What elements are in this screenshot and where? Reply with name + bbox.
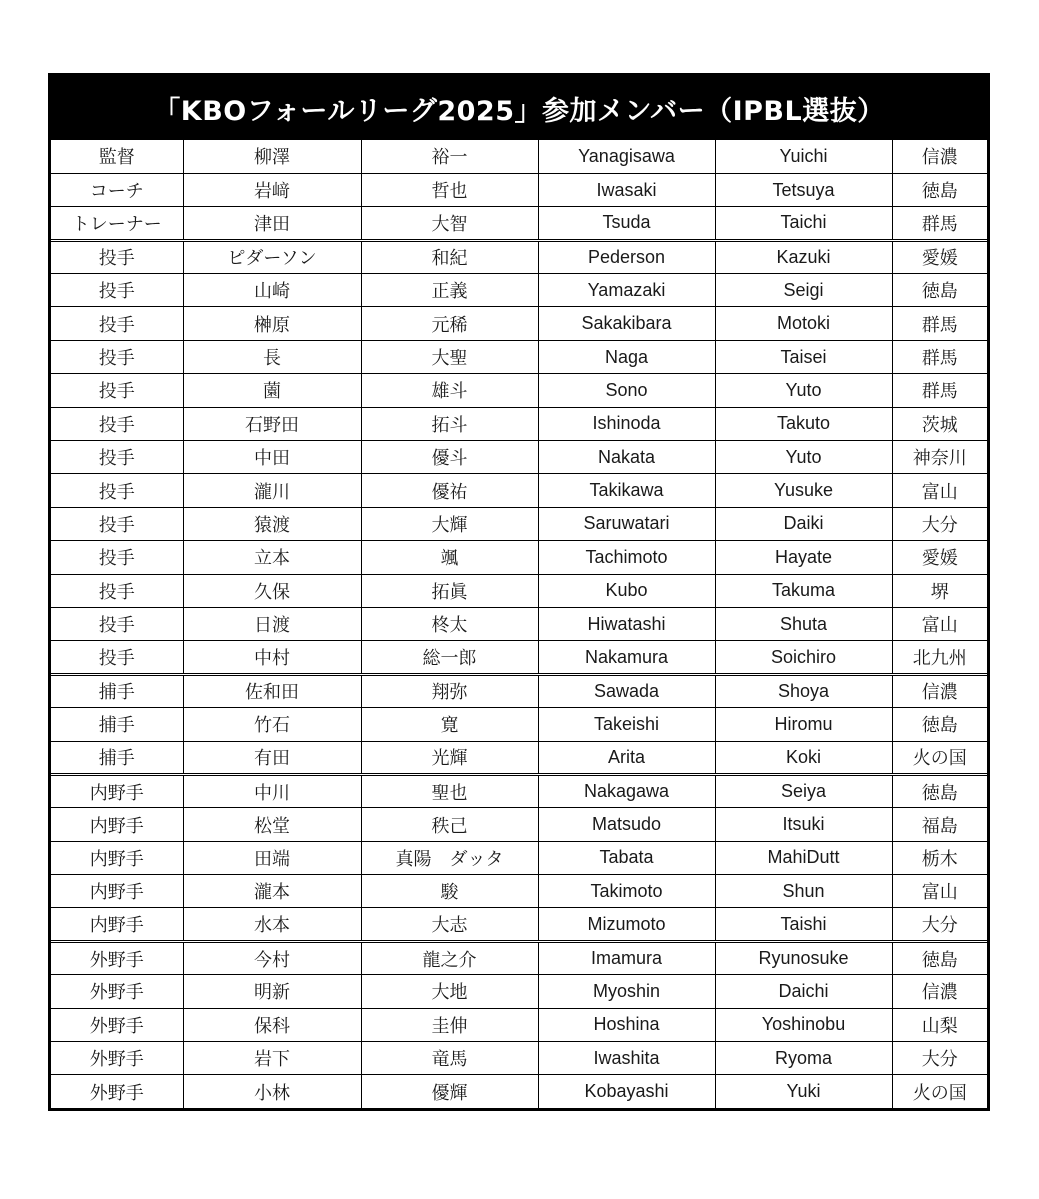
given-name-cell: 雄斗 bbox=[361, 374, 538, 407]
given-name-roman-cell: Shoya bbox=[715, 674, 892, 707]
roster-body bbox=[51, 140, 987, 1108]
role-cell: 投手 bbox=[51, 374, 183, 407]
team-cell: 徳島 bbox=[892, 941, 987, 974]
family-name-cell: 猿渡 bbox=[183, 507, 361, 540]
family-name-roman-cell: Takimoto bbox=[538, 875, 715, 908]
team-cell: 福島 bbox=[892, 808, 987, 841]
team-cell: 山梨 bbox=[892, 1008, 987, 1041]
given-name-cell: 総一郎 bbox=[361, 641, 538, 674]
family-name-roman-cell: Ishinoda bbox=[538, 407, 715, 440]
given-name-roman-cell: Taishi bbox=[715, 908, 892, 941]
family-name-cell: 中川 bbox=[183, 774, 361, 807]
given-name-roman-cell: Motoki bbox=[715, 307, 892, 340]
role-cell: 投手 bbox=[51, 307, 183, 340]
given-name-cell: 颯 bbox=[361, 541, 538, 574]
given-name-cell: 裕一 bbox=[361, 140, 538, 173]
family-name-roman-cell: Arita bbox=[538, 741, 715, 774]
role-cell: 投手 bbox=[51, 541, 183, 574]
given-name-roman-cell: Soichiro bbox=[715, 641, 892, 674]
family-name-roman-cell: Sakakibara bbox=[538, 307, 715, 340]
roster-row bbox=[51, 507, 987, 540]
roster-row bbox=[51, 474, 987, 507]
team-cell: 信濃 bbox=[892, 975, 987, 1008]
team-cell: 徳島 bbox=[892, 173, 987, 206]
team-cell: 群馬 bbox=[892, 374, 987, 407]
given-name-cell: 元稀 bbox=[361, 307, 538, 340]
family-name-roman-cell: Kubo bbox=[538, 574, 715, 607]
roster-row bbox=[51, 340, 987, 373]
role-cell: 内野手 bbox=[51, 875, 183, 908]
given-name-cell: 真陽 ダッタ bbox=[361, 841, 538, 874]
given-name-cell: 拓斗 bbox=[361, 407, 538, 440]
team-cell: 信濃 bbox=[892, 140, 987, 173]
family-name-roman-cell: Nakagawa bbox=[538, 774, 715, 807]
given-name-roman-cell: Yuto bbox=[715, 441, 892, 474]
family-name-roman-cell: Takikawa bbox=[538, 474, 715, 507]
team-cell: 大分 bbox=[892, 507, 987, 540]
role-cell: 投手 bbox=[51, 507, 183, 540]
family-name-cell: 日渡 bbox=[183, 607, 361, 640]
family-name-roman-cell: Yanagisawa bbox=[538, 140, 715, 173]
team-cell: 火の国 bbox=[892, 1075, 987, 1108]
team-cell: 神奈川 bbox=[892, 441, 987, 474]
given-name-roman-cell: Yuki bbox=[715, 1075, 892, 1108]
given-name-cell: 拓眞 bbox=[361, 574, 538, 607]
roster-row bbox=[51, 374, 987, 407]
family-name-cell: 榊原 bbox=[183, 307, 361, 340]
role-cell: 外野手 bbox=[51, 1008, 183, 1041]
given-name-cell: 竜馬 bbox=[361, 1042, 538, 1075]
role-cell: 投手 bbox=[51, 340, 183, 373]
given-name-cell: 大聖 bbox=[361, 340, 538, 373]
team-cell: 栃木 bbox=[892, 841, 987, 874]
team-cell: 北九州 bbox=[892, 641, 987, 674]
team-cell: 富山 bbox=[892, 875, 987, 908]
given-name-roman-cell: Shuta bbox=[715, 607, 892, 640]
role-cell: 捕手 bbox=[51, 674, 183, 707]
team-cell: 徳島 bbox=[892, 708, 987, 741]
given-name-cell: 光輝 bbox=[361, 741, 538, 774]
given-name-cell: 優斗 bbox=[361, 441, 538, 474]
family-name-cell: 中村 bbox=[183, 641, 361, 674]
roster-row bbox=[51, 808, 987, 841]
family-name-roman-cell: Imamura bbox=[538, 941, 715, 974]
family-name-cell: 久保 bbox=[183, 574, 361, 607]
role-cell: 外野手 bbox=[51, 1042, 183, 1075]
role-cell: 外野手 bbox=[51, 1075, 183, 1108]
family-name-roman-cell: Nakamura bbox=[538, 641, 715, 674]
given-name-roman-cell: Hiromu bbox=[715, 708, 892, 741]
given-name-roman-cell: Yoshinobu bbox=[715, 1008, 892, 1041]
team-cell: 富山 bbox=[892, 474, 987, 507]
roster-title: 「KBOフォールリーグ2025」参加メンバー（IPBL選抜） bbox=[51, 76, 987, 140]
roster-row bbox=[51, 240, 987, 273]
role-cell: 内野手 bbox=[51, 841, 183, 874]
team-cell: 徳島 bbox=[892, 774, 987, 807]
family-name-cell: 山崎 bbox=[183, 274, 361, 307]
given-name-roman-cell: Daiki bbox=[715, 507, 892, 540]
role-cell: 投手 bbox=[51, 240, 183, 273]
family-name-roman-cell: Naga bbox=[538, 340, 715, 373]
given-name-cell: 優祐 bbox=[361, 474, 538, 507]
role-cell: 捕手 bbox=[51, 741, 183, 774]
given-name-cell: 駿 bbox=[361, 875, 538, 908]
role-cell: 内野手 bbox=[51, 808, 183, 841]
given-name-roman-cell: Shun bbox=[715, 875, 892, 908]
roster-row bbox=[51, 607, 987, 640]
roster-row bbox=[51, 841, 987, 874]
family-name-cell: 瀧川 bbox=[183, 474, 361, 507]
given-name-cell: 翔弥 bbox=[361, 674, 538, 707]
family-name-cell: 竹石 bbox=[183, 708, 361, 741]
given-name-roman-cell: Ryunosuke bbox=[715, 941, 892, 974]
family-name-cell: 岩下 bbox=[183, 1042, 361, 1075]
given-name-cell: 寛 bbox=[361, 708, 538, 741]
role-cell: 投手 bbox=[51, 474, 183, 507]
roster-row bbox=[51, 207, 987, 240]
given-name-roman-cell: Yuichi bbox=[715, 140, 892, 173]
family-name-roman-cell: Takeishi bbox=[538, 708, 715, 741]
role-cell: 捕手 bbox=[51, 708, 183, 741]
family-name-roman-cell: Sono bbox=[538, 374, 715, 407]
given-name-cell: 大輝 bbox=[361, 507, 538, 540]
given-name-cell: 哲也 bbox=[361, 173, 538, 206]
given-name-roman-cell: Koki bbox=[715, 741, 892, 774]
given-name-roman-cell: Seigi bbox=[715, 274, 892, 307]
given-name-roman-cell: Hayate bbox=[715, 541, 892, 574]
roster-row bbox=[51, 441, 987, 474]
given-name-roman-cell: Taisei bbox=[715, 340, 892, 373]
team-cell: 群馬 bbox=[892, 340, 987, 373]
given-name-cell: 優輝 bbox=[361, 1075, 538, 1108]
family-name-roman-cell: Saruwatari bbox=[538, 507, 715, 540]
family-name-cell: 佐和田 bbox=[183, 674, 361, 707]
role-cell: 投手 bbox=[51, 407, 183, 440]
family-name-cell: 松堂 bbox=[183, 808, 361, 841]
family-name-roman-cell: Tsuda bbox=[538, 207, 715, 240]
roster-sheet bbox=[48, 73, 990, 1111]
roster-row bbox=[51, 708, 987, 741]
team-cell: 茨城 bbox=[892, 407, 987, 440]
family-name-roman-cell: Pederson bbox=[538, 240, 715, 273]
given-name-roman-cell: Yuto bbox=[715, 374, 892, 407]
family-name-roman-cell: Hiwatashi bbox=[538, 607, 715, 640]
role-cell: 投手 bbox=[51, 274, 183, 307]
role-cell: コーチ bbox=[51, 173, 183, 206]
family-name-cell: 田端 bbox=[183, 841, 361, 874]
given-name-cell: 和紀 bbox=[361, 240, 538, 273]
roster-row bbox=[51, 641, 987, 674]
roster-row bbox=[51, 1075, 987, 1108]
family-name-roman-cell: Mizumoto bbox=[538, 908, 715, 941]
role-cell: トレーナー bbox=[51, 207, 183, 240]
team-cell: 火の国 bbox=[892, 741, 987, 774]
family-name-cell: 水本 bbox=[183, 908, 361, 941]
roster-row bbox=[51, 908, 987, 941]
family-name-roman-cell: Iwasaki bbox=[538, 173, 715, 206]
roster-row bbox=[51, 875, 987, 908]
family-name-cell: 有田 bbox=[183, 741, 361, 774]
given-name-roman-cell: MahiDutt bbox=[715, 841, 892, 874]
given-name-cell: 大智 bbox=[361, 207, 538, 240]
roster-row bbox=[51, 674, 987, 707]
roster-row bbox=[51, 741, 987, 774]
team-cell: 徳島 bbox=[892, 274, 987, 307]
roster-row bbox=[51, 173, 987, 206]
role-cell: 内野手 bbox=[51, 908, 183, 941]
roster-row bbox=[51, 307, 987, 340]
team-cell: 堺 bbox=[892, 574, 987, 607]
given-name-cell: 龍之介 bbox=[361, 941, 538, 974]
team-cell: 大分 bbox=[892, 1042, 987, 1075]
roster-row bbox=[51, 274, 987, 307]
role-cell: 監督 bbox=[51, 140, 183, 173]
team-cell: 富山 bbox=[892, 607, 987, 640]
team-cell: 信濃 bbox=[892, 674, 987, 707]
family-name-roman-cell: Sawada bbox=[538, 674, 715, 707]
roster-table bbox=[51, 140, 987, 1108]
family-name-roman-cell: Kobayashi bbox=[538, 1075, 715, 1108]
given-name-cell: 秩己 bbox=[361, 808, 538, 841]
role-cell: 投手 bbox=[51, 441, 183, 474]
roster-row bbox=[51, 941, 987, 974]
roster-row bbox=[51, 140, 987, 173]
given-name-roman-cell: Itsuki bbox=[715, 808, 892, 841]
family-name-roman-cell: Nakata bbox=[538, 441, 715, 474]
roster-row bbox=[51, 407, 987, 440]
given-name-roman-cell: Seiya bbox=[715, 774, 892, 807]
family-name-cell: 岩﨑 bbox=[183, 173, 361, 206]
given-name-cell: 大地 bbox=[361, 975, 538, 1008]
role-cell: 投手 bbox=[51, 607, 183, 640]
given-name-roman-cell: Kazuki bbox=[715, 240, 892, 273]
given-name-roman-cell: Takuma bbox=[715, 574, 892, 607]
team-cell: 愛媛 bbox=[892, 240, 987, 273]
family-name-roman-cell: Matsudo bbox=[538, 808, 715, 841]
roster-row bbox=[51, 1008, 987, 1041]
family-name-roman-cell: Tabata bbox=[538, 841, 715, 874]
family-name-roman-cell: Myoshin bbox=[538, 975, 715, 1008]
given-name-cell: 圭伸 bbox=[361, 1008, 538, 1041]
roster-row bbox=[51, 574, 987, 607]
family-name-roman-cell: Yamazaki bbox=[538, 274, 715, 307]
given-name-roman-cell: Takuto bbox=[715, 407, 892, 440]
given-name-roman-cell: Tetsuya bbox=[715, 173, 892, 206]
role-cell: 外野手 bbox=[51, 975, 183, 1008]
family-name-cell: 小林 bbox=[183, 1075, 361, 1108]
team-cell: 大分 bbox=[892, 908, 987, 941]
given-name-roman-cell: Yusuke bbox=[715, 474, 892, 507]
roster-row bbox=[51, 1042, 987, 1075]
family-name-cell: ピダーソン bbox=[183, 240, 361, 273]
given-name-roman-cell: Daichi bbox=[715, 975, 892, 1008]
given-name-roman-cell: Ryoma bbox=[715, 1042, 892, 1075]
family-name-roman-cell: Iwashita bbox=[538, 1042, 715, 1075]
role-cell: 外野手 bbox=[51, 941, 183, 974]
family-name-roman-cell: Hoshina bbox=[538, 1008, 715, 1041]
team-cell: 群馬 bbox=[892, 207, 987, 240]
family-name-cell: 石野田 bbox=[183, 407, 361, 440]
team-cell: 愛媛 bbox=[892, 541, 987, 574]
given-name-cell: 柊太 bbox=[361, 607, 538, 640]
roster-row bbox=[51, 975, 987, 1008]
family-name-cell: 長 bbox=[183, 340, 361, 373]
roster-row bbox=[51, 541, 987, 574]
family-name-cell: 薗 bbox=[183, 374, 361, 407]
family-name-cell: 立本 bbox=[183, 541, 361, 574]
family-name-cell: 保科 bbox=[183, 1008, 361, 1041]
role-cell: 投手 bbox=[51, 574, 183, 607]
family-name-cell: 津田 bbox=[183, 207, 361, 240]
team-cell: 群馬 bbox=[892, 307, 987, 340]
given-name-cell: 正義 bbox=[361, 274, 538, 307]
given-name-cell: 大志 bbox=[361, 908, 538, 941]
given-name-roman-cell: Taichi bbox=[715, 207, 892, 240]
family-name-cell: 中田 bbox=[183, 441, 361, 474]
family-name-cell: 明新 bbox=[183, 975, 361, 1008]
family-name-cell: 瀧本 bbox=[183, 875, 361, 908]
role-cell: 投手 bbox=[51, 641, 183, 674]
role-cell: 内野手 bbox=[51, 774, 183, 807]
family-name-roman-cell: Tachimoto bbox=[538, 541, 715, 574]
family-name-cell: 今村 bbox=[183, 941, 361, 974]
given-name-cell: 聖也 bbox=[361, 774, 538, 807]
family-name-cell: 柳澤 bbox=[183, 140, 361, 173]
roster-row bbox=[51, 774, 987, 807]
